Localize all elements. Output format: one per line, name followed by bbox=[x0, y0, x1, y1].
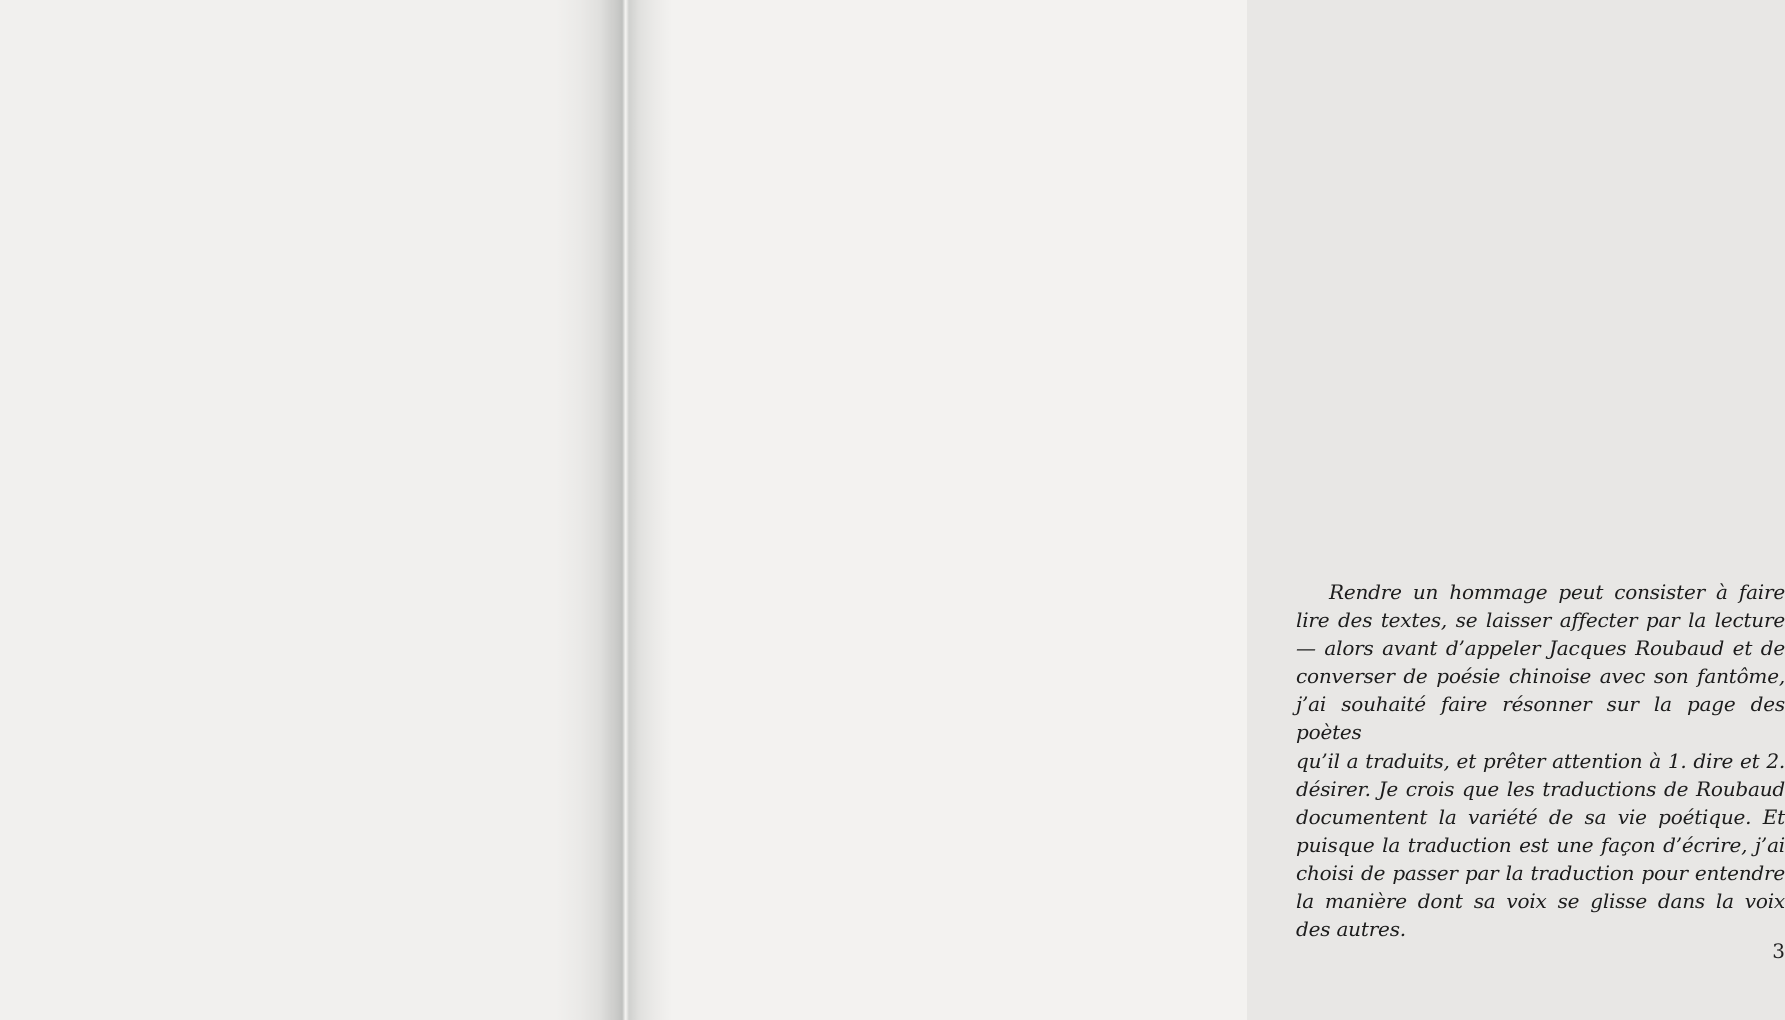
paragraph-line: des autres. bbox=[1296, 917, 1406, 942]
right-page bbox=[612, 0, 1785, 1020]
page-number: 3 bbox=[1772, 939, 1785, 963]
paragraph-line: documentent la variété de sa vie poétique. Et bbox=[1296, 804, 1785, 829]
paragraph-line: la manière dont sa voix se glisse dans la voix bbox=[1296, 889, 1785, 914]
paragraph bbox=[1296, 578, 1785, 943]
paragraph-line: Rendre un hommage peut consister à faire bbox=[1329, 580, 1785, 604]
paragraph-line: lire des textes, se laisser affecter par la lecture bbox=[1296, 608, 1785, 633]
paragraph-line: puisque la traduction est une façon d’écrire, j’ai bbox=[1296, 832, 1785, 857]
paragraph-line: choisi de passer par la traduction pour entendre bbox=[1296, 860, 1785, 885]
paragraph-line: converser de poésie chinoise avec son fantôme, bbox=[1296, 664, 1785, 689]
paragraph-line: désirer. Je crois que les traductions de Roubaud bbox=[1296, 776, 1785, 801]
paragraph-line: — alors avant d’appeler Jacques Roubaud et de bbox=[1296, 636, 1785, 661]
paragraph-line: qu’il a traduits, et prêter attention à 1. dire et 2. bbox=[1296, 748, 1785, 773]
left-page-blank bbox=[0, 0, 612, 1020]
paragraph-line: j’ai souhaité faire résonner sur la page des poètes bbox=[1296, 692, 1785, 745]
